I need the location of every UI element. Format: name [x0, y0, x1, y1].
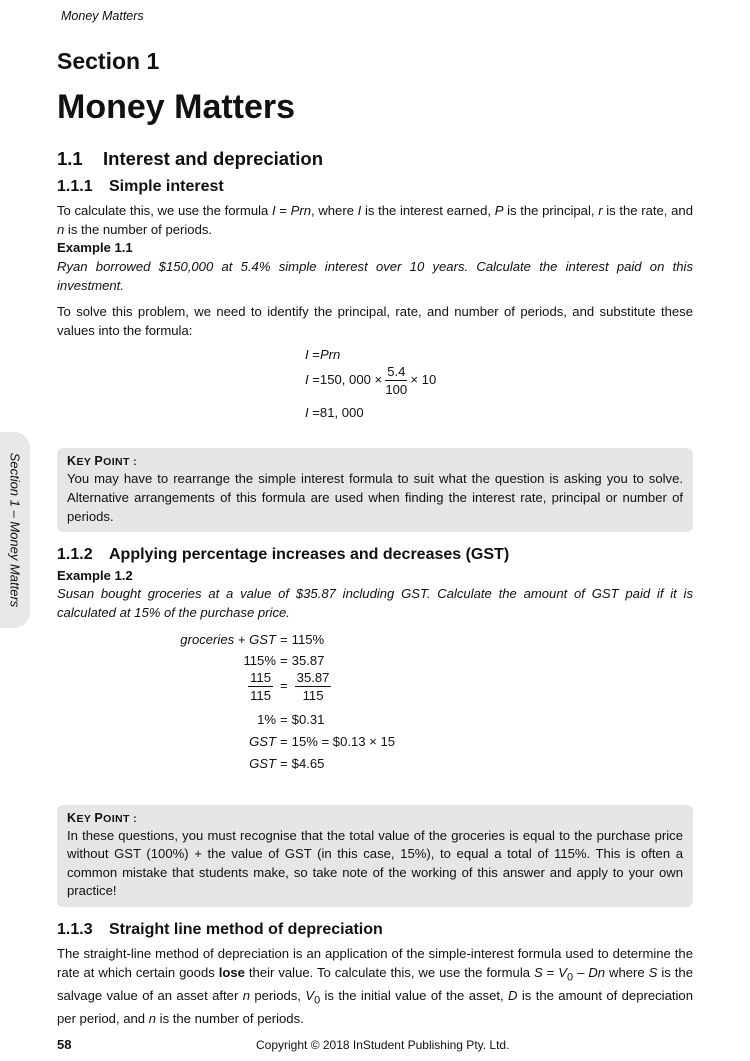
page-content: [57, 150, 693, 1029]
heading-text: Simple interest: [109, 177, 224, 195]
page-number: 58: [57, 1037, 72, 1052]
key-point-title: KEY POINT :: [67, 810, 138, 825]
heading-number: 1.1: [57, 148, 83, 169]
equation-row: GST = 15% = $0.13 × 15: [249, 733, 396, 749]
heading-number: 1.1.3: [57, 920, 93, 938]
heading-1-1-3: [57, 921, 693, 940]
heading-1-1-1: [57, 178, 693, 197]
gst-working: [57, 631, 693, 783]
copyright-notice: Copyright © 2018 InStudent Publishing Pty. Ltd.: [256, 1038, 510, 1052]
depreciation-paragraph: The straight-line method of depreciation is an application of the simple-interest formula used to determine the rate at which certain goods lose their value. To calculate this, we use the formula $S = V_0 - Dn$ where S is the salvage value of an asset after n periods, $V_0$ is the initial value of the asset, D is the amount of depreciation per period, and n is the number of periods.: [57, 946, 693, 1027]
section-title: Money Matters: [57, 88, 296, 126]
equation-row: 115% = 35.87: [243, 652, 325, 668]
equation-row: groceries + GST = 115%: [180, 631, 325, 647]
example-text: Susan bought groceries at a value of $35.87 including GST. Calculate the amount of GST paid if it is calculated at 15% of the purchase price.: [57, 586, 693, 620]
equation-row: I =81, 000: [305, 405, 364, 421]
key-point-title: KEY POINT :: [67, 454, 138, 469]
equation-row: $\frac{115}{115}$ = $\frac{35.87}{115}$: [250, 669, 330, 703]
equation-row: 1% = $0.31: [257, 711, 325, 727]
heading-number: 1.1.2: [57, 546, 93, 564]
equation-row: I =Prn: [305, 347, 341, 363]
simple-interest-intro: To calculate this, we use the formula I = Prn, where I is the interest earned, P is the principal, r is the rate, and n is the number of periods.: [57, 203, 693, 237]
example-text: Ryan borrowed $150,000 at 5.4% simple interest over 10 years. Calculate the interest paid on this investment.: [57, 258, 693, 293]
solve-text: To solve this problem, we need to identify the principal, rate, and number of periods, and substitute these values into the formula:: [57, 304, 693, 338]
heading-text: Straight line method of depreciation: [109, 920, 383, 938]
side-tab-label: Section 1 – Money Matters: [7, 452, 23, 608]
interest-working: [57, 346, 693, 434]
heading-number: 1.1.1: [57, 177, 93, 195]
key-point-text: You may have to rearrange the simple interest formula to suit what the question is asking you to solve. Alternative arrangements of this formula are used when finding the interest rate, principal or number of periods.: [67, 471, 683, 524]
heading-1-1-2: [57, 546, 693, 565]
section-label: Section 1: [57, 48, 160, 74]
heading-text: Applying percentage increases and decreases (GST): [109, 546, 510, 564]
fraction: $\frac{35.87}{115}$: [296, 669, 330, 703]
key-point-box: [57, 448, 693, 532]
example-label: Example 1.2: [57, 567, 133, 583]
heading-1-1: [57, 150, 693, 169]
example-label: Example 1.1: [57, 240, 133, 256]
equation-row: I =150, 000 × $\frac{5.4}{100}$ × 10: [305, 364, 437, 398]
heading-text: Interest and depreciation: [103, 148, 323, 169]
fraction: $\frac{115}{115}$: [250, 669, 271, 703]
key-point-text: In these questions, you must recognise that the total value of the groceries is equal to the purchase price without GST (100%) + the value of GST (in this case, 15%), to equal a total of 115%. This is often a common mistake that students make, so take note of the working of this answer and apply to your own practice!: [67, 827, 683, 899]
running-header: Money Matters: [61, 9, 144, 23]
equation-row: GST = $4.65: [249, 755, 325, 771]
fraction: $\frac{5.4}{100}$: [385, 364, 408, 398]
key-point-box: [57, 805, 693, 907]
